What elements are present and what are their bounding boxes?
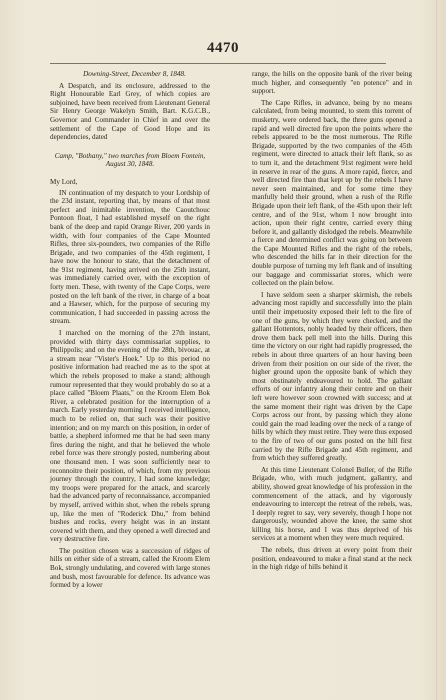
intro-paragraph: A Despatch, and its enclosure, addressed to the Right Honourable Earl Grey, of which copies are subjoined, have been received from Lieutenant General Sir Henry George Wakelyn Smith, Bart. K.G.C.B., Governor and Commander in Chief in and over the settlement of the Cape of Good Hope and its dependencies, dated	[50, 81, 210, 142]
paragraph: At this time Lieutenant Colonel Buller, of the Rifle Brigade, who, with much judgment, gallantry, and ability, showed great knowledge of his profession in the commencement of the attack, and by vigorously endeavouring to intercept the retreat of the rebels, was, I deeply regret to say, very severely, though I hope not dangerously, wounded above the knee, the same shot killing his horse, and I was thus deprived of his services at a moment when they were much required.	[252, 465, 412, 543]
dateline: Downing-Street, December 8, 1848.	[83, 70, 186, 78]
right-column	[252, 70, 412, 575]
paragraph: The rebels, thus driven at every point from their position, endeavoured to make a final stand at the neck in the high ridge of hills behind it	[252, 546, 412, 572]
paragraph: The Cape Rifles, in advance, being by no means calculated, from being mounted, to stem this torrent of musketry, were ordered back, the three guns opened a rapid and well directed fire upon the points where the rebels appeared to be the most numerous. The Rifle Brigade, supported by the two companies of the 45th regiment, were directed to attack their left flank, so as to turn it, and the detachment 91st regiment were held in reserve in rear of the guns. A more rapid, fierce, and well directed fire than that kept up by the rebels I have never seen maintained, and for some time they manfully held their ground, when a rush of the Rifle Brigade upon their left flank, of the 45th upon their left centre, and of the 91st, whom I now brought into action, upon their right centre, carried every thing before it, and gallantly dislodged the rebels. Meanwhile a fierce and determined conflict was going on between the Cape Mounted Rifles and the right of the rebels, who descended the hills far in their direction for the double purpose of turning my left flank and of insulting our baggage and commissariat stores, which were collected on the plain below.	[252, 98, 412, 288]
page-edge	[436, 0, 437, 700]
salutation: My Lord,	[50, 177, 78, 186]
header-rule	[50, 63, 386, 64]
camp-heading: Camp, "Bothany," two marches from Bloem Fontein, August 30, 1848.	[54, 151, 206, 169]
paragraph: I have seldom seen a sharper skirmish, the rebels advancing most rapidly and successfully into the plain until their impetuosity exposed their left to the fire of one of the guns, by which they were checked, and the gallant Hottentots, nobly headed by their officers, then drove them back pell mell into the hills. During this time the victory on our right had rapidly progressed, the rebels in about three quarters of an hour having been driven from their position on our side of the river, the higher ground upon the opposite bank of which they most obstinately endeavoured to hold. The gallant efforts of our infantry along their centre and on their left were however soon crowned with success; and at the same moment their right was driven by the Cape Corps across our front, by passing which they alone could gain the road leading over the neck of a range of hills by which they must retire. They were thus exposed to the fire of two of our guns posted on the hill first carried by the Rifle Brigade and 45th regiment, and from which they suffered greatly.	[252, 290, 412, 463]
left-column	[50, 70, 210, 593]
page-number: 4470	[207, 40, 239, 56]
paragraph: The position chosen was a succession of ridges of hills on either side of a stream, called the Kroom Elem Bok, strongly undulating, and covered with large stones and bush, most favourable for defence. Its advance was formed by a lower	[50, 546, 210, 590]
paragraph: IN continuation of my despatch to your Lordship of the 23d instant, reporting that, by means of that most perfect and inimitable invention, the Caoutchouc Pontoon float, I had established myself on the right bank of the deep and rapid Orange River, 200 yards in width, with four companies of the Cape Mounted Rifles, three six-pounders, two companies of the Rifle Brigade, and two companies of the 45th regiment, I have now the honour to state, that the detachment of the 91st regiment, having arrived on the 25th instant, was immediately carried over, with the exception of forty men. These, with twenty of the Cape Corps, were posted on the left bank of the river, in charge of a boat and a Hawser, which, for the purpose of securing my communication, I had succeeded in passing across the stream.	[50, 188, 210, 326]
paragraph: I marched on the morning of the 27th instant, provided with thirty days commissariat supplies, to Philippolis; and on the evening of the 28th, bivouac, at a stream near "Vister's Hoek." Up to this period no positive information had reached me as to the spot at which the rebels proposed to make a stand; although rumour represented that they would probably do so at a place called "Bloem Plaats," on the Kroom Elem Bok River, a celebrated position for the interruption of a march. Early yesterday morning I received intelligence, much to be relied on, that such was their positive intention; and on my march on this position, in order of battle, a shepherd informed me that he had seen many fires during the night, and that he believed the whole rebel force was there strongly posted, numbering about one thousand men. I was soon sufficiently near to reconnoitre their position, of which, from my previous journey through the country, I had some knowledge; my troops were prepared for the attack, and scarcely had the advanced party of reconnaissance, accompanied by myself, arrived within shot, when the rebels sprung up, like the men of "Roderick Dhu," from behind bushes and rocks, every height was in an instant covered with them, and they opened a well directed and very destructive fire.	[50, 329, 210, 544]
paragraph: range, the hills on the opposite bank of the river being much higher, and consequently "en potence" and in support.	[252, 70, 412, 96]
